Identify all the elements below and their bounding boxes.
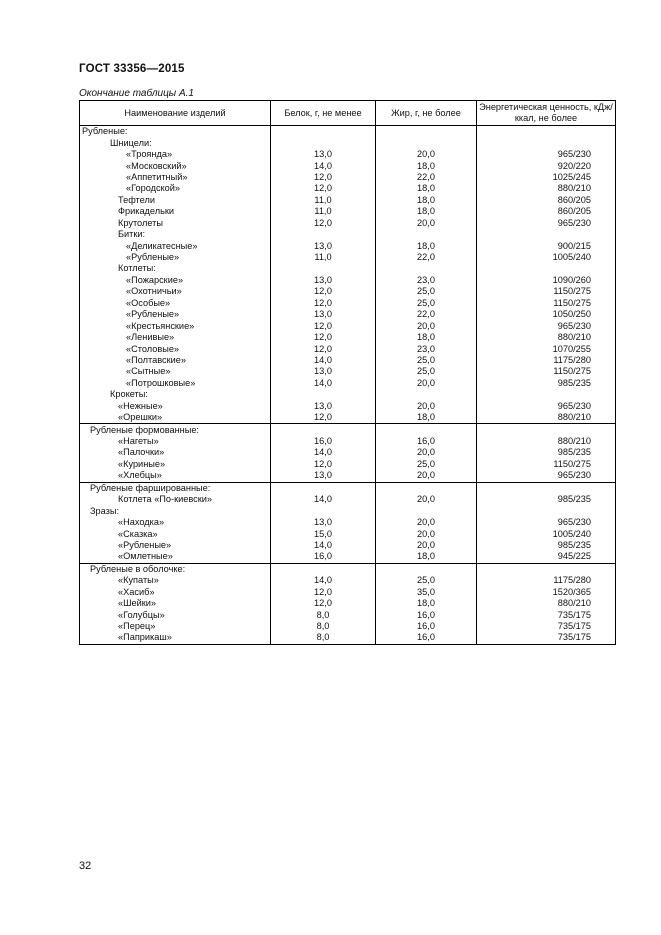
cell-fat: 35,0 (376, 587, 477, 598)
cell-energy: 965/230 (477, 218, 616, 229)
cell-fat: 20,0 (376, 320, 477, 331)
header-name: Наименование изделий (80, 101, 271, 126)
cell-energy: 920/220 (477, 160, 616, 171)
cell-name: «Хасиб» (80, 587, 271, 598)
cell-name: «Омлетные» (80, 551, 271, 563)
cell-fat: 16,0 (376, 436, 477, 447)
cell-energy: 1150/275 (477, 366, 616, 377)
page-number: 32 (79, 860, 92, 872)
cell-protein: 12,0 (271, 183, 376, 194)
cell-protein: 13,0 (271, 401, 376, 412)
cell-protein (271, 482, 376, 494)
cell-protein: 16,0 (271, 436, 376, 447)
cell-energy: 735/175 (477, 609, 616, 620)
cell-fat (376, 263, 477, 274)
cell-name: Крутолеты (80, 218, 271, 229)
cell-name: «Сказка» (80, 528, 271, 539)
cell-protein (271, 229, 376, 240)
table-row (80, 343, 616, 354)
cell-fat: 20,0 (376, 447, 477, 458)
cell-energy: 900/215 (477, 240, 616, 251)
cell-protein (271, 263, 376, 274)
cell-fat: 20,0 (376, 517, 477, 528)
cell-name: «Шейки» (80, 598, 271, 609)
cell-fat (376, 424, 477, 436)
cell-name: «Городской» (80, 183, 271, 194)
document-header: ГОСТ 33356—2015 (79, 63, 185, 75)
cell-fat: 16,0 (376, 609, 477, 620)
cell-protein: 8,0 (271, 609, 376, 620)
cell-energy: 880/210 (477, 183, 616, 194)
cell-protein (271, 126, 376, 138)
cell-protein (271, 137, 376, 148)
cell-fat: 25,0 (376, 366, 477, 377)
cell-protein: 12,0 (271, 298, 376, 309)
cell-protein (271, 389, 376, 400)
table-row (80, 412, 616, 424)
cell-protein (271, 424, 376, 436)
table-row (80, 389, 616, 400)
cell-name: «Находка» (80, 517, 271, 528)
cell-protein: 11,0 (271, 206, 376, 217)
table-row (80, 540, 616, 551)
cell-name: «Рубленые» (80, 540, 271, 551)
cell-protein: 12,0 (271, 286, 376, 297)
cell-energy: 880/210 (477, 598, 616, 609)
cell-name: «Охотничьи» (80, 286, 271, 297)
cell-name: Зразы: (80, 505, 271, 516)
cell-protein: 13,0 (271, 275, 376, 286)
cell-name: «Деликатесные» (80, 240, 271, 251)
cell-name: Рубленые формованные: (80, 424, 271, 436)
cell-protein: 14,0 (271, 575, 376, 586)
table-row (80, 632, 616, 644)
cell-energy: 880/210 (477, 412, 616, 424)
cell-name: «Сытные» (80, 366, 271, 377)
cell-fat: 18,0 (376, 551, 477, 563)
cell-protein: 14,0 (271, 494, 376, 505)
cell-energy: 985/235 (477, 447, 616, 458)
cell-fat (376, 137, 477, 148)
cell-name: «Голубцы» (80, 609, 271, 620)
cell-fat: 20,0 (376, 540, 477, 551)
cell-protein: 14,0 (271, 540, 376, 551)
cell-fat (376, 229, 477, 240)
cell-fat: 18,0 (376, 195, 477, 206)
cell-fat: 16,0 (376, 632, 477, 644)
cell-name: «Троянда» (80, 149, 271, 160)
cell-energy: 1150/275 (477, 459, 616, 470)
table-row (80, 126, 616, 138)
cell-energy: 735/175 (477, 632, 616, 644)
cell-name: «Аппетитный» (80, 172, 271, 183)
cell-fat: 20,0 (376, 470, 477, 482)
cell-name: «Столовые» (80, 343, 271, 354)
cell-energy (477, 563, 616, 575)
cell-protein: 13,0 (271, 366, 376, 377)
cell-name: Тефтели (80, 195, 271, 206)
cell-energy: 985/235 (477, 378, 616, 389)
cell-energy: 860/205 (477, 195, 616, 206)
table-row (80, 459, 616, 470)
table-row (80, 447, 616, 458)
cell-name: Крокеты: (80, 389, 271, 400)
cell-fat: 18,0 (376, 332, 477, 343)
header-fat: Жир, г, не более (376, 101, 477, 126)
cell-protein: 12,0 (271, 218, 376, 229)
cell-protein: 16,0 (271, 551, 376, 563)
cell-energy: 880/210 (477, 436, 616, 447)
table-row (80, 309, 616, 320)
cell-energy: 965/230 (477, 320, 616, 331)
cell-energy: 1150/275 (477, 298, 616, 309)
cell-fat (376, 126, 477, 138)
cell-fat: 18,0 (376, 206, 477, 217)
cell-protein: 13,0 (271, 240, 376, 251)
table-row (80, 286, 616, 297)
cell-energy: 1005/240 (477, 252, 616, 263)
cell-fat (376, 505, 477, 516)
cell-energy: 1175/280 (477, 575, 616, 586)
table-row (80, 275, 616, 286)
cell-name: Рубленые: (80, 126, 271, 138)
cell-energy (477, 424, 616, 436)
cell-energy: 985/235 (477, 540, 616, 551)
cell-energy: 965/230 (477, 149, 616, 160)
table-row (80, 298, 616, 309)
cell-fat: 18,0 (376, 240, 477, 251)
cell-protein: 12,0 (271, 412, 376, 424)
table-row (80, 505, 616, 516)
cell-energy: 1070/255 (477, 343, 616, 354)
table-row (80, 470, 616, 482)
cell-protein: 8,0 (271, 632, 376, 644)
cell-fat (376, 482, 477, 494)
cell-energy: 1520/365 (477, 587, 616, 598)
cell-name: «Купаты» (80, 575, 271, 586)
cell-protein: 8,0 (271, 621, 376, 632)
table-row (80, 378, 616, 389)
cell-name: Котлета «По-киевски» (80, 494, 271, 505)
table-row (80, 183, 616, 194)
cell-name: Фрикадельки (80, 206, 271, 217)
cell-protein: 14,0 (271, 355, 376, 366)
nutrition-table (79, 100, 616, 645)
table-row (80, 332, 616, 343)
cell-fat: 18,0 (376, 412, 477, 424)
cell-protein: 12,0 (271, 459, 376, 470)
table-row (80, 517, 616, 528)
cell-fat: 18,0 (376, 183, 477, 194)
cell-protein: 12,0 (271, 587, 376, 598)
cell-name: «Нежные» (80, 401, 271, 412)
cell-energy: 735/175 (477, 621, 616, 632)
table-row (80, 494, 616, 505)
cell-protein: 14,0 (271, 160, 376, 171)
table-row (80, 263, 616, 274)
cell-name: «Потрошковые» (80, 378, 271, 389)
cell-fat: 20,0 (376, 494, 477, 505)
cell-name: Котлеты: (80, 263, 271, 274)
cell-fat: 23,0 (376, 275, 477, 286)
cell-fat (376, 563, 477, 575)
cell-energy: 965/230 (477, 401, 616, 412)
table-row (80, 587, 616, 598)
cell-fat: 20,0 (376, 528, 477, 539)
cell-protein: 13,0 (271, 517, 376, 528)
cell-protein: 12,0 (271, 320, 376, 331)
table-row (80, 563, 616, 575)
cell-protein: 14,0 (271, 378, 376, 389)
cell-protein: 12,0 (271, 343, 376, 354)
cell-fat: 25,0 (376, 459, 477, 470)
cell-fat: 18,0 (376, 160, 477, 171)
table-row (80, 366, 616, 377)
cell-energy (477, 505, 616, 516)
table-caption: Окончание таблицы А.1 (79, 88, 194, 99)
table-row (80, 320, 616, 331)
cell-protein: 11,0 (271, 252, 376, 263)
table-row (80, 436, 616, 447)
cell-fat: 20,0 (376, 149, 477, 160)
table-row (80, 137, 616, 148)
table-row (80, 528, 616, 539)
cell-energy (477, 389, 616, 400)
table-row (80, 482, 616, 494)
cell-fat: 25,0 (376, 298, 477, 309)
cell-name: «Палочки» (80, 447, 271, 458)
cell-energy: 860/205 (477, 206, 616, 217)
cell-fat: 25,0 (376, 286, 477, 297)
cell-energy: 1175/280 (477, 355, 616, 366)
cell-name: Рубленые в оболочке: (80, 563, 271, 575)
cell-energy: 1050/250 (477, 309, 616, 320)
cell-energy: 1150/275 (477, 286, 616, 297)
table-body (80, 126, 616, 645)
cell-name: Шницели: (80, 137, 271, 148)
header-energy: Энергетическая ценность, кДж/ккал, не более (477, 101, 616, 126)
table-row (80, 218, 616, 229)
cell-fat: 20,0 (376, 218, 477, 229)
table-row (80, 172, 616, 183)
table-row (80, 598, 616, 609)
cell-name: «Московский» (80, 160, 271, 171)
cell-energy: 965/230 (477, 470, 616, 482)
cell-energy: 880/210 (477, 332, 616, 343)
table-row (80, 252, 616, 263)
table-row (80, 240, 616, 251)
cell-energy (477, 126, 616, 138)
cell-fat (376, 389, 477, 400)
cell-protein (271, 563, 376, 575)
cell-name: «Полтавские» (80, 355, 271, 366)
table-row (80, 575, 616, 586)
cell-energy (477, 482, 616, 494)
cell-name: «Особые» (80, 298, 271, 309)
cell-energy (477, 229, 616, 240)
cell-energy (477, 263, 616, 274)
cell-protein: 11,0 (271, 195, 376, 206)
cell-energy: 945/225 (477, 551, 616, 563)
cell-name: «Нагеты» (80, 436, 271, 447)
cell-energy: 965/230 (477, 517, 616, 528)
cell-fat: 23,0 (376, 343, 477, 354)
cell-name: «Орешки» (80, 412, 271, 424)
cell-fat: 22,0 (376, 252, 477, 263)
cell-fat: 20,0 (376, 378, 477, 389)
cell-name: «Ленивые» (80, 332, 271, 343)
cell-energy: 985/235 (477, 494, 616, 505)
table-row (80, 149, 616, 160)
cell-fat: 20,0 (376, 401, 477, 412)
header-protein: Белок, г, не менее (271, 101, 376, 126)
cell-fat: 25,0 (376, 355, 477, 366)
cell-protein: 12,0 (271, 332, 376, 343)
table-row (80, 355, 616, 366)
cell-name: «Хлебцы» (80, 470, 271, 482)
cell-energy: 1005/240 (477, 528, 616, 539)
cell-name: «Рубленые» (80, 252, 271, 263)
table-row (80, 551, 616, 563)
cell-energy: 1090/260 (477, 275, 616, 286)
cell-fat: 25,0 (376, 575, 477, 586)
cell-fat: 22,0 (376, 309, 477, 320)
cell-name: «Перец» (80, 621, 271, 632)
cell-protein: 12,0 (271, 598, 376, 609)
cell-fat: 16,0 (376, 621, 477, 632)
cell-energy (477, 137, 616, 148)
cell-fat: 18,0 (376, 598, 477, 609)
cell-protein: 13,0 (271, 309, 376, 320)
table-row (80, 229, 616, 240)
cell-name: «Рубленые» (80, 309, 271, 320)
table-row (80, 206, 616, 217)
table-row (80, 621, 616, 632)
cell-name: Рубленые фаршированные: (80, 482, 271, 494)
table-row (80, 609, 616, 620)
cell-protein: 15,0 (271, 528, 376, 539)
cell-energy: 1025/245 (477, 172, 616, 183)
cell-name: «Паприкаш» (80, 632, 271, 644)
cell-protein (271, 505, 376, 516)
table-row (80, 195, 616, 206)
cell-protein: 12,0 (271, 172, 376, 183)
cell-name: «Куриные» (80, 459, 271, 470)
cell-protein: 14,0 (271, 447, 376, 458)
cell-protein: 13,0 (271, 470, 376, 482)
cell-name: «Пожарские» (80, 275, 271, 286)
table-header-row (80, 101, 616, 126)
cell-name: «Крестьянские» (80, 320, 271, 331)
table-row (80, 424, 616, 436)
cell-protein: 13,0 (271, 149, 376, 160)
table-row (80, 160, 616, 171)
cell-fat: 22,0 (376, 172, 477, 183)
cell-name: Битки: (80, 229, 271, 240)
table-row (80, 401, 616, 412)
